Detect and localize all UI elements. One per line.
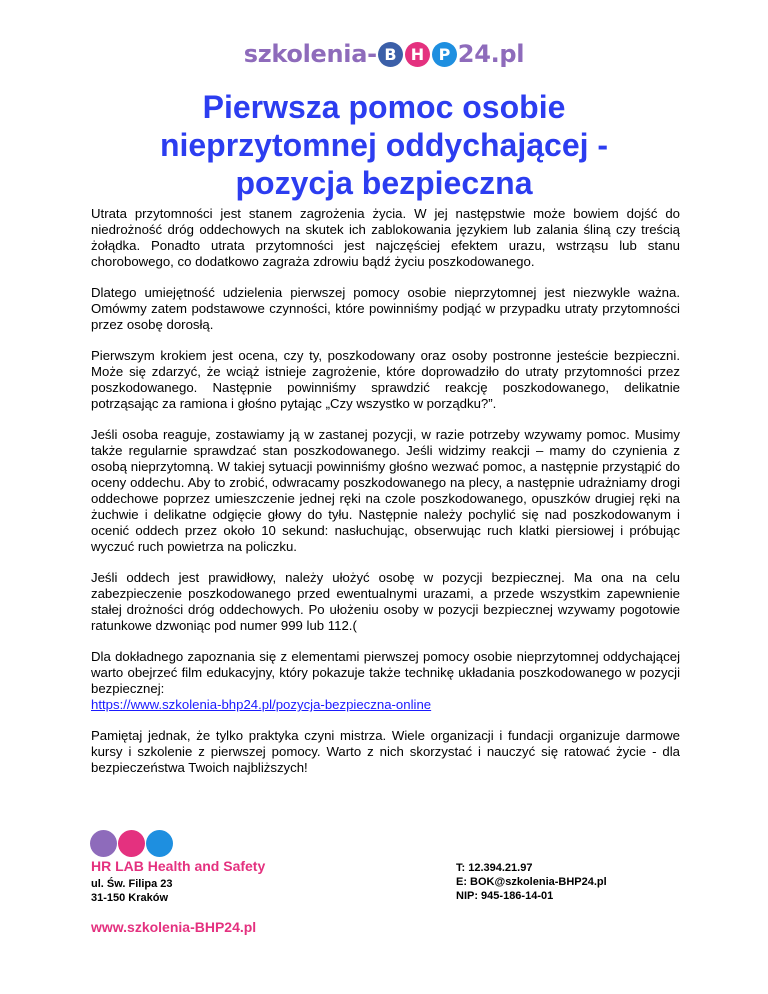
title-line-1: Pierwsza pomoc osobie (202, 89, 566, 125)
paragraph-4: Jeśli osoba reaguje, zostawiamy ją w zastanej pozycji, w razie potrzeby wzywamy pomoc. Musimy także regularnie sprawdzać stan poszkodowanego. Jeśli widzimy reakcji – mamy do czynienia z osobą nieprzytomną. W takiej sytuacji powinniśmy głośno wezwać pomoc, a następnie przystąpić do oceny oddechu. Aby to zrobić, odwracamy poszkodowanego na plecy, a następnie udrażniamy drogi oddechowe poprzez umieszczenie jednej ręki na czole poszkodowanego, opuszków drugiej ręki na żuchwie i delikatne odgięcie głowy do tyłu. Następnie należy pochylić się nad poszkodowanym i ocenić oddech przez około 10 sekund: nasłuchując, obserwując ruch klatki piersiowej i próbując wyczuć ruch powietrza na policzku. (91, 427, 680, 554)
site-logo (0, 40, 768, 68)
address-street: ul. Św. Filipa 23 (91, 878, 173, 890)
paragraph-6 (91, 649, 680, 713)
pink-dot (118, 830, 145, 857)
paragraph-6-text: Dla dokładnego zapoznania się z elementami pierwszej pomocy osobie nieprzytomnej oddychającej warto obejrzeć film edukacyjny, który pokazuje także technikę układania poszkodowanego w pozycji bezpiecznej: (91, 649, 680, 696)
title-line-2: nieprzytomnej oddychającej - (159, 127, 609, 163)
purple-dot (90, 830, 117, 857)
paragraph-1: Utrata przytomności jest stanem zagrożenia życia. W jej następstwie może bowiem dojść do niedrożność dróg oddechowych na skutek ich zablokowania językiem lub zalania śliną czy treścią żołądka. Ponadto utrata przytomności jest najczęściej efektem urazu, wstrząsu lub stanu chorobowego, co dodatkowo zagraża zdrowiu bądź życiu poszkodowanego. (91, 206, 680, 269)
article-body (91, 206, 680, 791)
paragraph-2: Dlatego umiejętność udzielenia pierwszej pomocy osobie nieprzytomnej jest niezwykle ważna. Omówmy zatem podstawowe czynności, które powinniśmy podjąć w przypadku utraty przytomności przez osobę dorosłą. (91, 285, 680, 332)
company-address (91, 877, 173, 905)
contact-email: E: BOK@szkolenia-BHP24.pl (456, 876, 607, 888)
paragraph-3: Pierwszym krokiem jest ocena, czy ty, poszkodowany oraz osoby postronne jesteście bezpieczni. Może się zdarzyć, że wciąż istnieje zagrożenie, które doprowadziło do utraty przytomności przez poszkodowanego. Następnie powinniśmy sprawdzić reakcję poszkodowanego, delikatnie potrząsając za ramiona i głośno pytając „Czy wszystko w porządku?”. (91, 348, 680, 411)
logo-prefix: szkolenia- (243, 40, 377, 68)
logo-suffix: 24.pl (457, 40, 525, 68)
contact-nip: NIP: 945-186-14-01 (456, 890, 554, 902)
logo-circle-b: B (378, 42, 403, 67)
title-line-3: pozycja bezpieczna (235, 165, 533, 201)
page-title (60, 88, 708, 202)
video-link[interactable]: https://www.szkolenia-bhp24.pl/pozycja-bezpieczna-online (91, 697, 432, 712)
logo-circle-h: H (405, 42, 430, 67)
company-name: HR LAB Health and Safety (91, 858, 266, 874)
footer-website[interactable]: www.szkolenia-BHP24.pl (91, 919, 257, 935)
paragraph-5: Jeśli oddech jest prawidłowy, należy ułożyć osobę w pozycji bezpiecznej. Ma ona na celu zabezpieczenie poszkodowanego przed ewentualnymi urazami, a przede wszystkim zapewnienie stałej drożności dróg oddechowych. Po ułożeniu osoby w pozycji bezpiecznej wzywamy pogotowie ratunkowe dzwoniąc pod numer 999 lub 112.( (91, 570, 680, 633)
address-city: 31-150 Kraków (91, 892, 169, 904)
paragraph-7: Pamiętaj jednak, że tylko praktyka czyni mistrza. Wiele organizacji i fundacji organizuje darmowe kursy i szkolenie z pierwszej pomocy. Warto z nich skorzystać i nauczyć się ratować życie - dla bezpieczeństwa Twoich najbliższych! (91, 728, 680, 775)
contact-info (456, 861, 607, 903)
contact-phone: T: 12.394.21.97 (456, 862, 533, 874)
blue-dot (146, 830, 173, 857)
logo-circle-p: P (432, 42, 457, 67)
